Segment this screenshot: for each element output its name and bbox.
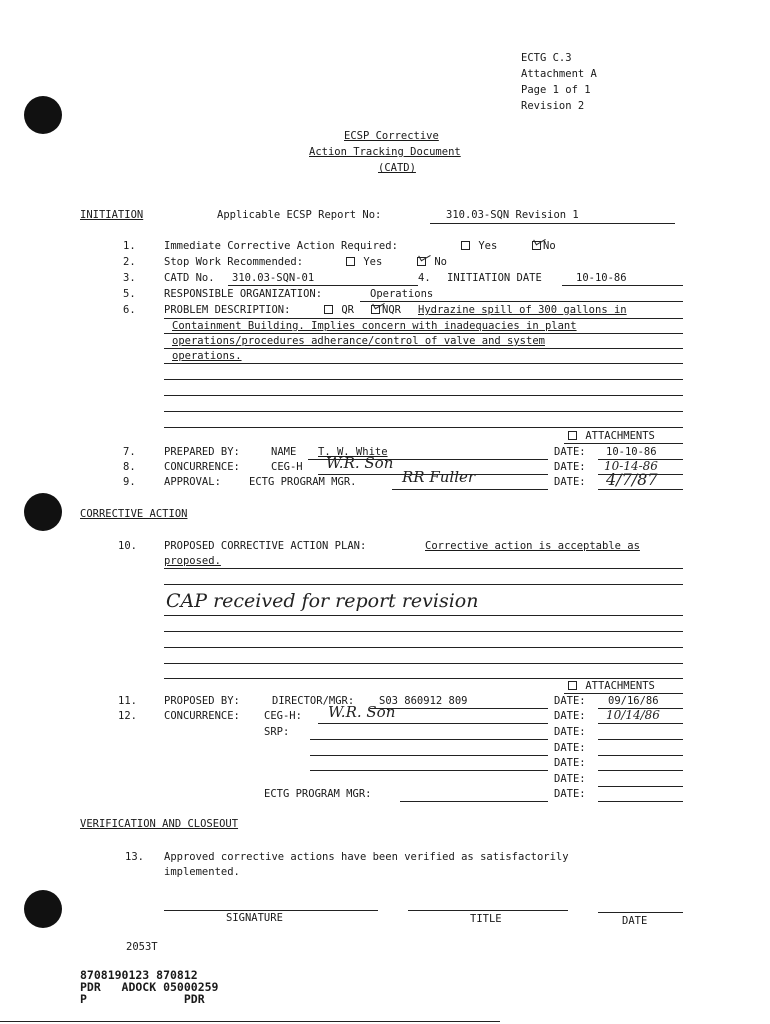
punch-hole-bottom — [24, 890, 62, 928]
plan-line-5 — [164, 647, 683, 648]
concurrence2-sign-line — [318, 723, 548, 724]
concurrence-label: CONCURRENCE: — [164, 461, 240, 473]
title-label: TITLE — [470, 913, 502, 925]
ectg-date-line — [598, 801, 683, 802]
plan-line-1 — [164, 568, 683, 569]
plan-text-2: proposed. — [164, 555, 221, 567]
srp-label: SRP: — [264, 726, 290, 738]
srp-line — [310, 739, 548, 740]
footer-stamp-1: 8708190123 870812 — [80, 968, 198, 982]
item-2-yes-checkbox[interactable] — [346, 257, 355, 266]
extra-line-1 — [310, 755, 548, 756]
approval-label: APPROVAL: — [164, 476, 221, 488]
problem-desc-1: Hydrazine spill of 300 gallons in — [418, 304, 627, 316]
nqr-option: NQR — [369, 304, 401, 316]
qr-checkbox[interactable] — [324, 305, 333, 314]
item-1-number: 1. — [123, 240, 136, 252]
attachments-line-2 — [564, 693, 683, 694]
signature-label: SIGNATURE — [226, 912, 283, 924]
concurrence2-date: 10/14/86 — [606, 708, 660, 722]
desc-line-3 — [164, 348, 683, 349]
item-8-number: 8. — [123, 461, 136, 473]
item-1-no: No — [530, 240, 556, 252]
verification-text-1: Approved corrective actions have been verified as satisfactorily — [164, 851, 569, 863]
prepared-name: T. W. White — [318, 446, 388, 458]
concurrence-sub: CEG-H — [271, 461, 303, 473]
signature-line — [164, 910, 378, 911]
ectg-date-label: DATE: — [554, 788, 586, 800]
concurrence2-signature: W.R. Son — [328, 703, 396, 721]
concurrence2-label: CONCURRENCE: — [164, 710, 240, 722]
title-line-2: Action Tracking Document — [309, 146, 461, 158]
verification-text-2: implemented. — [164, 866, 240, 878]
proposed-label: PROPOSED BY: — [164, 695, 240, 707]
plan-line-3 — [164, 615, 683, 616]
title-line-1: ECSP Corrective — [344, 130, 439, 142]
footer-stamp-3: P PDR — [80, 992, 205, 1006]
plan-line-7 — [164, 678, 683, 679]
prepared-name-label: NAME — [271, 446, 297, 458]
footer-code: 2053T — [126, 941, 158, 953]
item-12-number: 12. — [118, 710, 137, 722]
proposed-stamp: S03 860912 809 — [379, 695, 468, 707]
proposed-date: 09/16/86 — [608, 695, 659, 707]
nqr-checkbox[interactable] — [371, 305, 380, 314]
item-1-label: Immediate Corrective Action Required: — [164, 240, 398, 252]
approval-date: 4/7/87 — [606, 470, 658, 489]
item-4-number: 4. — [418, 272, 431, 284]
attachments-checkbox-2[interactable] — [568, 681, 577, 690]
extra-date-label-3: DATE: — [554, 773, 586, 785]
approval-date-line — [598, 489, 683, 490]
item-3-number: 3. — [123, 272, 136, 284]
concurrence-date-label: DATE: — [554, 461, 586, 473]
catd-number-line — [228, 285, 418, 286]
date-label: DATE — [622, 915, 648, 927]
item-10-number: 10. — [118, 540, 137, 552]
item-2-label: Stop Work Recommended: — [164, 256, 304, 268]
item-5-label: RESPONSIBLE ORGANIZATION: — [164, 288, 323, 300]
srp-date-line — [598, 739, 683, 740]
srp-date-label: DATE: — [554, 726, 586, 738]
proposed-date-label: DATE: — [554, 695, 586, 707]
prepared-date: 10-10-86 — [606, 446, 657, 458]
concurrence2-date-label: DATE: — [554, 710, 586, 722]
plan-text-1: Corrective action is acceptable as — [425, 540, 640, 552]
plan-line-6 — [164, 663, 683, 664]
ectg-mgr-label: ECTG PROGRAM MGR: — [264, 788, 372, 800]
desc-line-2 — [164, 333, 683, 334]
punch-hole-top — [24, 96, 62, 134]
ectg-mgr-line — [400, 801, 548, 802]
plan-line-4 — [164, 631, 683, 632]
desc-line-4 — [164, 363, 683, 364]
item-3-label: CATD No. — [164, 272, 215, 284]
prepared-date-label: DATE: — [554, 446, 586, 458]
concurrence2-sub: CEG-H: — [264, 710, 302, 722]
approval-date-label: DATE: — [554, 476, 586, 488]
initiation-date: 10-10-86 — [576, 272, 627, 284]
proposed-line — [370, 708, 548, 709]
initiation-date-line — [562, 285, 683, 286]
desc-line-6 — [164, 395, 683, 396]
item-9-number: 9. — [123, 476, 136, 488]
problem-desc-2: Containment Building. Implies concern with inadequacies in plant — [172, 320, 577, 332]
extra-date-line-1 — [598, 755, 683, 756]
header-line-3: Page 1 of 1 — [521, 84, 591, 96]
section-initiation: INITIATION — [80, 209, 144, 221]
extra-line-2 — [310, 770, 548, 771]
item-2-no-checkbox[interactable] — [417, 257, 426, 266]
plan-line-2 — [164, 584, 683, 585]
extra-date-line-3 — [598, 786, 683, 787]
item-6-label: PROBLEM DESCRIPTION: — [164, 304, 291, 316]
item-5-number: 5. — [123, 288, 136, 300]
prepared-label: PREPARED BY: — [164, 446, 240, 458]
desc-line-8 — [164, 427, 683, 428]
desc-line-5 — [164, 379, 683, 380]
section-corrective-action: CORRECTIVE ACTION — [80, 508, 188, 520]
extra-date-label-2: DATE: — [554, 757, 586, 769]
item-2-no: No — [415, 256, 447, 268]
attachments-line-1 — [564, 443, 683, 444]
attachments-checkbox-1[interactable] — [568, 431, 577, 440]
item-7-number: 7. — [123, 446, 136, 458]
problem-desc-3: operations/procedures adherance/control of valve and system — [172, 335, 545, 347]
header-line-4: Revision 2 — [521, 100, 585, 112]
attachments-option-2: ATTACHMENTS — [566, 680, 655, 692]
item-4-label: INITIATION DATE — [447, 272, 542, 284]
concurrence-signature: W.R. Son — [326, 454, 394, 472]
attachments-option-1: ATTACHMENTS — [566, 430, 655, 442]
item-13-number: 13. — [125, 851, 144, 863]
concurrence2-date-line — [598, 723, 683, 724]
responsible-org-line — [360, 301, 683, 302]
section-verification: VERIFICATION AND CLOSEOUT — [80, 818, 239, 830]
title-line-3: (CATD) — [378, 162, 416, 174]
desc-line-7 — [164, 411, 683, 412]
bottom-edge-line — [0, 1021, 500, 1022]
qr-option: QR — [322, 304, 354, 316]
footer-stamp-2: PDR ADOCK 05000259 — [80, 980, 219, 994]
extra-date-label-1: DATE: — [554, 742, 586, 754]
approval-sign-line — [392, 489, 548, 490]
report-label: Applicable ECSP Report No: — [217, 209, 382, 221]
catd-number: 310.03-SQN-01 — [232, 272, 315, 284]
header-line-2: Attachment A — [521, 68, 597, 80]
report-value: 310.03-SQN Revision 1 — [446, 209, 579, 221]
item-11-number: 11. — [118, 695, 137, 707]
extra-date-line-2 — [598, 770, 683, 771]
desc-line-1 — [164, 318, 683, 319]
item-2-yes: Yes — [344, 256, 382, 268]
approval-sub: ECTG PROGRAM MGR. — [249, 476, 357, 488]
approval-signature: RR Fuller — [402, 468, 476, 486]
punch-hole-middle — [24, 493, 62, 531]
proposed-sub: DIRECTOR/MGR: — [272, 695, 355, 707]
report-value-line — [430, 223, 675, 224]
plan-label: PROPOSED CORRECTIVE ACTION PLAN: — [164, 540, 367, 552]
responsible-org: Operations — [370, 288, 434, 300]
problem-desc-4: operations. — [172, 350, 242, 362]
item-1-no-checkbox[interactable] — [532, 241, 541, 250]
header-line-1: ECTG C.3 — [521, 52, 572, 64]
plan-handwritten-note: CAP received for report revision — [166, 590, 479, 612]
item-1-yes-checkbox[interactable] — [461, 241, 470, 250]
item-2-number: 2. — [123, 256, 136, 268]
concurrence-date: 10-14-86 — [604, 459, 658, 473]
date-line — [598, 912, 683, 913]
item-1-yes: Yes — [459, 240, 497, 252]
title-line — [408, 910, 568, 911]
item-6-number: 6. — [123, 304, 136, 316]
